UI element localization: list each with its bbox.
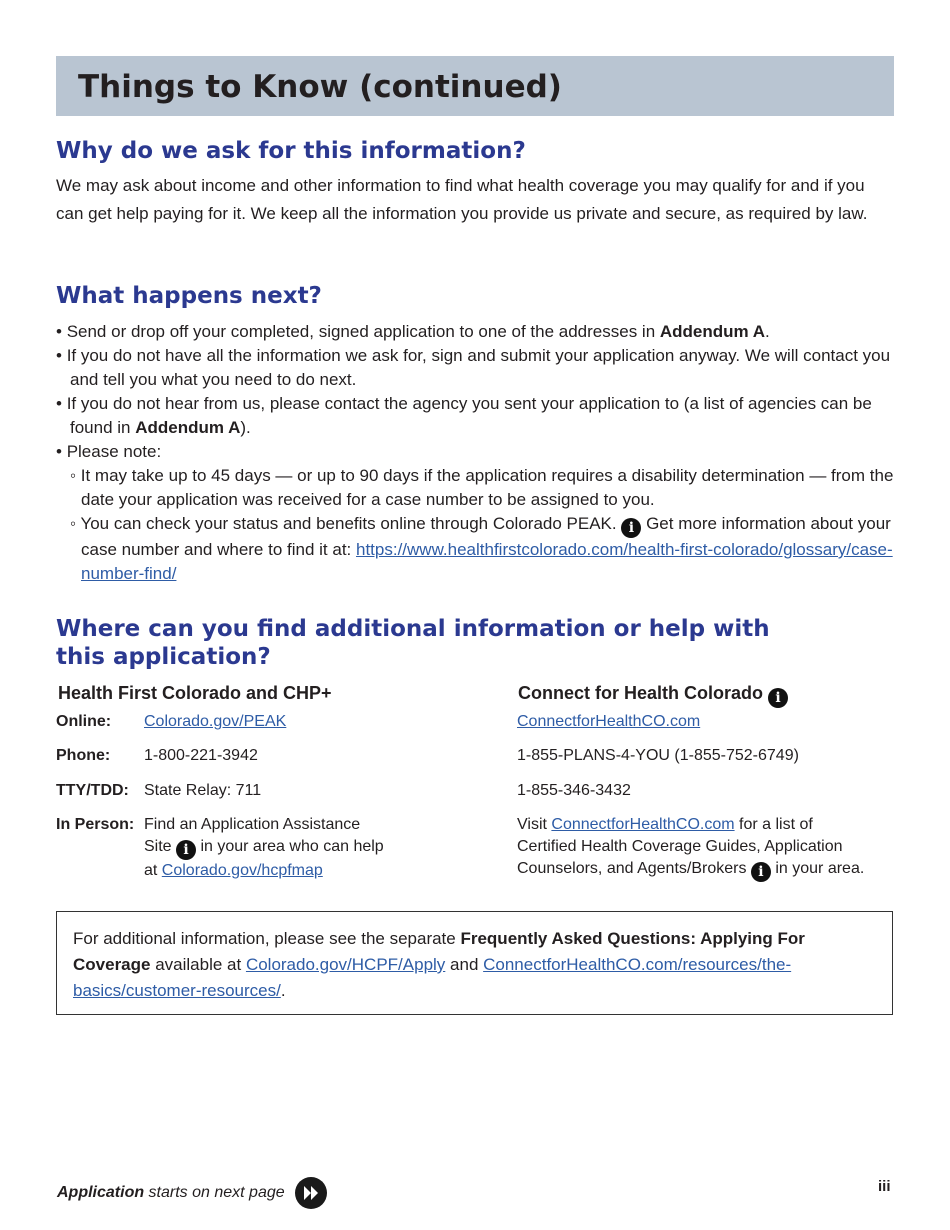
why-heading: Why do we ask for this information? xyxy=(56,138,526,164)
hcpf-apply-link[interactable]: Colorado.gov/HCPF/Apply xyxy=(245,955,446,974)
footer-next-page: Application starts on next page xyxy=(57,1176,327,1210)
info-icon[interactable]: i xyxy=(176,840,196,860)
info-icon[interactable]: i xyxy=(751,862,771,882)
hcpfmap-link[interactable]: Colorado.gov/hcpfmap xyxy=(161,862,323,879)
case-number-link[interactable]: https://www.healthfirstcolorado.com/health-first-colorado/glossary/case-number-find/ xyxy=(81,540,893,583)
hfc-tty: State Relay: 711 xyxy=(144,782,262,799)
info-icon[interactable]: i xyxy=(621,518,641,538)
next-heading: What happens next? xyxy=(56,283,322,309)
page-number: iii xyxy=(878,1178,891,1195)
cfhc-phone: 1-855-PLANS-4-YOU (1-855-752-6749) xyxy=(517,747,799,764)
cfhc-inperson: Visit ConnectforHealthCO.com for a list of Certified Health Coverage Guides, Application Counselors, and Agents/Brokers i in your area. xyxy=(517,816,865,880)
list-item: • Send or drop off your completed, signed application to one of the addresses in Addendum A. xyxy=(56,322,770,341)
cfhc-online-link[interactable]: ConnectforHealthCO.com xyxy=(517,713,701,730)
page-title: Things to Know (continued) xyxy=(78,69,562,105)
why-body: We may ask about income and other information to find what health coverage you may qualify for and if you can get help paying for it. We keep all the information you provide us private and secure, as required by law. xyxy=(56,176,868,223)
list-item: • If you do not have all the information we ask for, sign and submit your application anyway. We will contact you and tell you what you need to do next. xyxy=(56,346,891,389)
list-item: • Please note: xyxy=(56,442,162,461)
page-banner xyxy=(56,56,894,116)
peak-link[interactable]: Colorado.gov/PEAK xyxy=(144,713,287,730)
online-label: Online: xyxy=(56,713,112,730)
help-heading: Where can you find additional information or help with this application? xyxy=(56,616,770,670)
list-item: ◦ It may take up to 45 days — or up to 90 days if the application requires a disability determination — from the date your application was received for a case number to be assigned to you. xyxy=(70,466,894,509)
list-item: • If you do not hear from us, please contact the agency you sent your application to (a list of agencies can be found in Addendum A). xyxy=(56,394,872,437)
info-icon[interactable]: i xyxy=(768,688,788,708)
additional-info-box: For additional information, please see the separate Frequently Asked Questions: Applying For Coverage available at Colorado.gov/HCPF/Apply and ConnectforHealthCO.com/resources/the-basics/customer-resources/. xyxy=(56,911,893,1015)
hfc-phone: 1-800-221-3942 xyxy=(144,747,258,764)
customer-resources-link[interactable]: ConnectforHealthCO.com/resources/the-basics/customer-resources/ xyxy=(73,955,792,1000)
next-steps-list xyxy=(56,320,896,586)
fast-forward-icon[interactable] xyxy=(295,1177,327,1209)
hfc-column-title: Health First Colorado and CHP+ xyxy=(58,683,332,703)
list-item: ◦ You can check your status and benefits online through Colorado PEAK. i Get more information about your case number and where to find it at: https://www.healthfirstcolorado.com/health-first-colorado/glossary/case-number-find/ xyxy=(70,514,893,583)
inperson-label: In Person: xyxy=(56,816,135,833)
hfc-inperson: Find an Application Assistance Site i in your area who can help at Colorado.gov/hcpfmap xyxy=(144,816,384,879)
cfhc-tty: 1-855-346-3432 xyxy=(517,782,631,799)
phone-label: Phone: xyxy=(56,747,111,764)
tty-label: TTY/TDD: xyxy=(56,782,129,799)
cfhc-column-title: Connect for Health Colorado i xyxy=(518,681,788,708)
cfhc-inperson-link[interactable]: ConnectforHealthCO.com xyxy=(551,816,735,833)
